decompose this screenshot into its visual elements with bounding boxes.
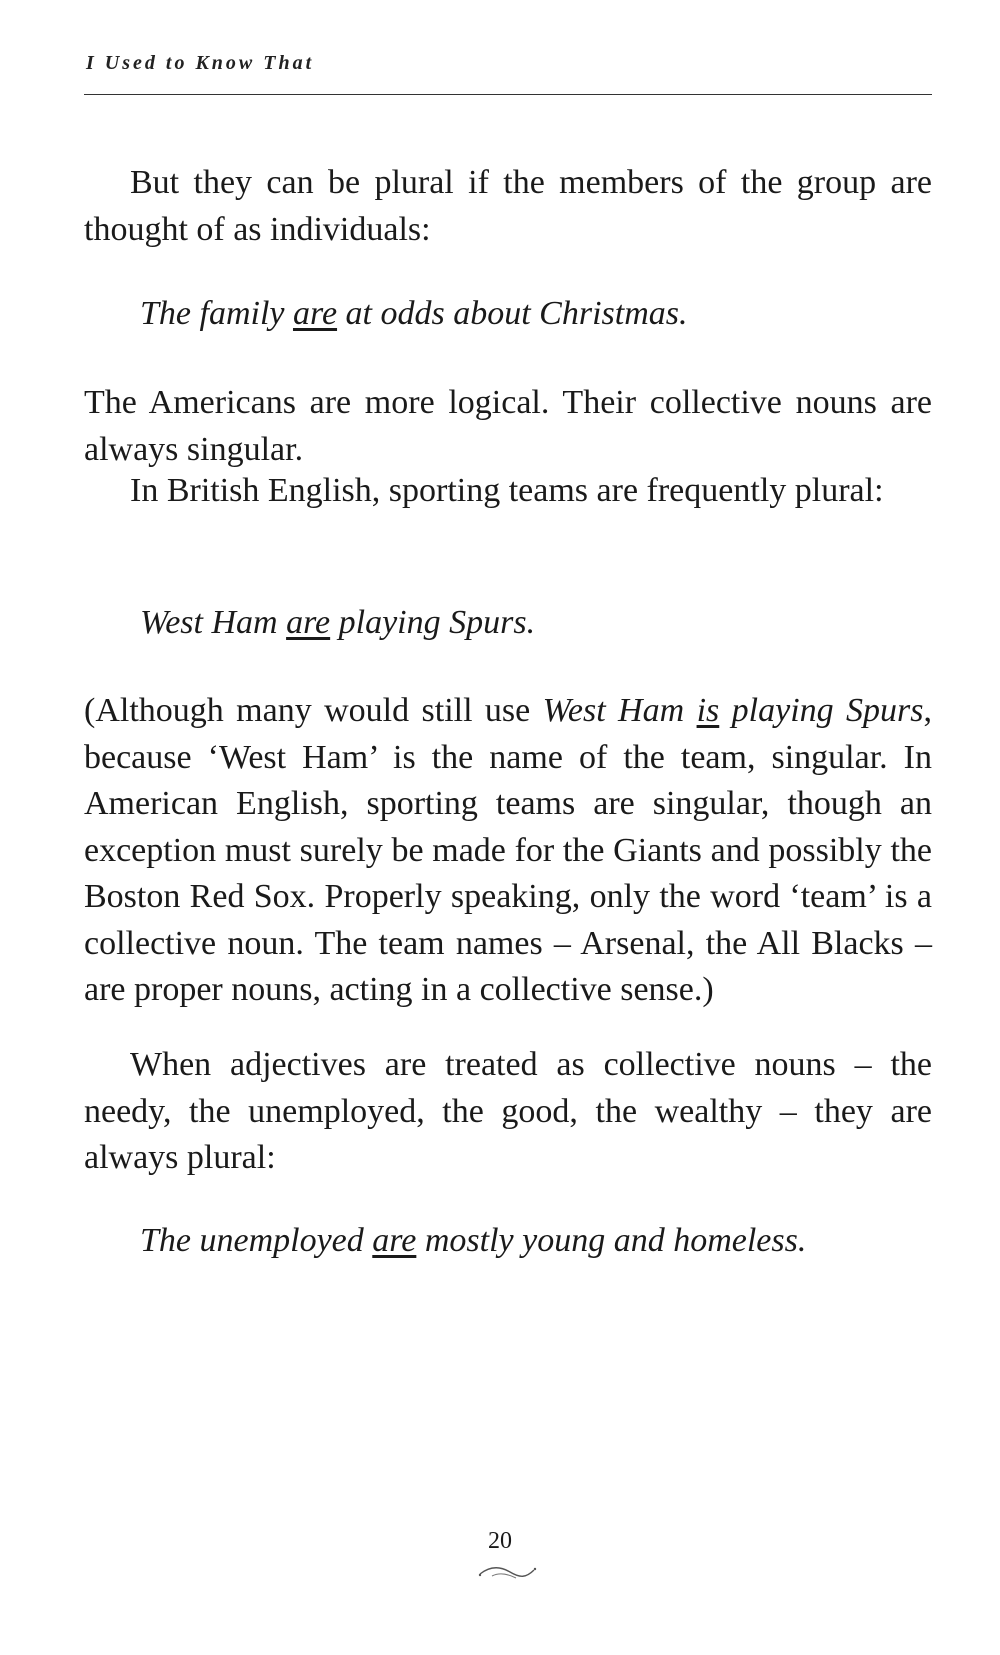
paragraph-adjectives: When adjectives are treated as collective nouns – the needy, the unemployed, the good, the wealthy – they are always plural: — [84, 1046, 932, 1176]
example-family-before: The family — [140, 295, 293, 332]
paragraph-although-italic-1: West Ham — [542, 692, 697, 729]
paragraph-although — [84, 688, 932, 1014]
paragraph-americans: The Americans are more logical. Their collective nouns are always singular. — [84, 384, 932, 468]
example-family-after: at odds about Christmas. — [337, 295, 688, 332]
paragraph-plural-individuals: But they can be plural if the members of the group are thought of as individuals: — [84, 164, 932, 248]
example-unemployed-verb: are — [372, 1222, 417, 1259]
running-head: I Used to Know That — [86, 52, 315, 74]
example-family — [140, 291, 688, 338]
example-family-verb: are — [292, 295, 338, 332]
example-west-ham — [140, 600, 535, 647]
flourish-ornament-icon — [478, 1560, 538, 1582]
paragraph-british-teams: In British English, sporting teams are frequently plural: — [130, 472, 884, 509]
example-unemployed-before: The unemployed — [140, 1222, 373, 1259]
paragraph-although-italic-2: playing Spurs — [719, 692, 924, 729]
example-unemployed — [140, 1218, 806, 1265]
page-number: 20 — [488, 1528, 512, 1554]
paragraph-although-rest: , because ‘West Ham’ is the name of the team, singular. In American English, sporting teams are singular, though an exception must surely be made for the Giants and possibly the Boston Red Sox. Properly speaking, only the word ‘team’ is a collective noun. The team names – Arsenal, the All Blacks – are proper nouns, acting in a collective sense.) — [84, 692, 933, 1008]
paragraph-although-italic-verb: is — [696, 692, 720, 729]
example-unemployed-after: mostly young and homeless. — [416, 1222, 807, 1259]
example-west-ham-before: West Ham — [140, 604, 287, 641]
header-rule — [84, 94, 932, 95]
example-west-ham-after: playing Spurs. — [330, 604, 536, 641]
paragraph-although-open: (Although many would still use — [84, 692, 543, 729]
example-west-ham-verb: are — [286, 604, 331, 641]
